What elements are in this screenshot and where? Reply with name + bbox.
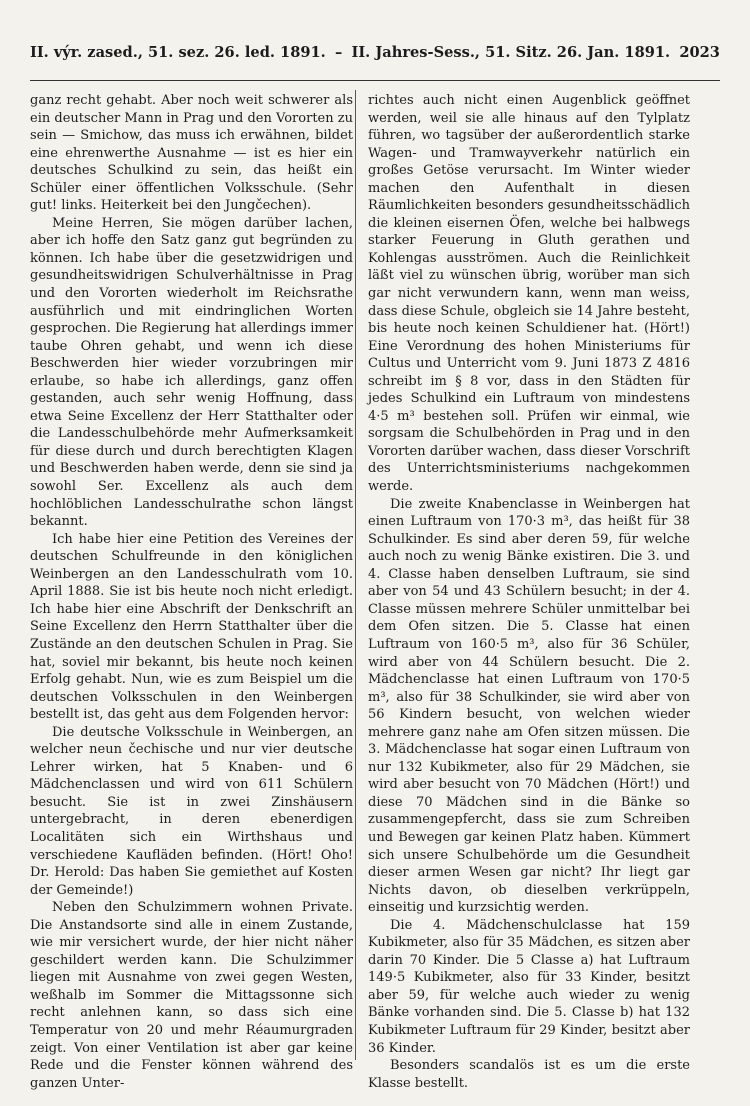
column-divider	[355, 90, 356, 1060]
paragraph: ganz recht gehabt. Aber noch weit schwerer als ein deutscher Mann in Prag und den Vororten zu sein — Smichow, das muss ich erwähnen, bildet eine ehrenwerthe Ausnahme — ist es hier ein deutsches Schulkind zu sein, das heißt ein Schüler einer öffentlichen Volksschule. (Sehr gut! links. Heiterkeit bei den Jungčechen).	[30, 93, 353, 214]
header-dash: –	[335, 44, 343, 61]
left-column	[30, 92, 353, 1092]
paragraph: Neben den Schulzimmern wohnen Private. Die Anstandsorte sind alle in einem Zustande, wie mir versichert wurde, der hier nicht näher geschildert werden kann. Die Schulzimmer liegen mit Ausnahme von zwei gegen Westen, weßhalb im Sommer die Mittagssonne sich recht anlehnen kann, so dass sich eine Temperatur von 20 und mehr Réaumurgraden zeigt. Von einer Ventilation ist aber gar keine Rede und die Fenster können während des ganzen Unter-	[30, 900, 353, 1091]
header-german: II. Jahres-Sess., 51. Sitz. 26. Jan. 1891.	[351, 44, 671, 61]
paragraph: Meine Herren, Sie mögen darüber lachen, aber ich hoffe den Satz ganz gut begründen zu können. Ich habe über die gesetzwidrigen und gesundheitswidrigen Schulverhältnisse in Prag und den Vororten wiederholt im Reichsrathe ausführlich und mit eindringlichen Worten gesprochen. Die Regierung hat allerdings immer taube Ohren gehabt, und wenn ich diese Beschwerden hier wieder vorzubringen mir erlaube, so habe ich allerdings, ganz offen gestanden, auch sehr wenig Hoffnung, dass etwa Seine Excellenz der Herr Statthalter oder die Landesschulbehörde mehr Aufmerksamkeit für diese durch und durch berechtigten Klagen und Beschwerden haben werde, denn sie sind ja sowohl Ser. Excellenz als auch dem hochlöblichen Landesschulrathe schon längst bekannt.	[30, 215, 353, 530]
paragraph: Die zweite Knabenclasse in Weinbergen hat einen Luftraum von 170·3 m³, das heißt für 38 Schulkinder. Es sind aber deren 59, für welche auch noch zu wenig Bänke existiren. Die 3. und 4. Classe haben denselben Luftraum, sie sind aber von 54 und 43 Schülern besucht; in der 4. Classe müssen mehrere Schüler unmittelbar bei dem Ofen sitzen. Die 5. Classe hat einen Luftraum von 160·5 m³, also für 36 Schüler, wird aber von 44 Schülern besucht. Die 2. Mädchenclasse hat einen Luftraum von 170·5 m³, also für 38 Schulkinder, sie wird aber von 56 Kindern besucht, von welchen wieder mehrere ganz nahe am Ofen sitzen müssen. Die 3. Mädchenclasse hat sogar einen Luftraum von nur 132 Kubikmeter, also für 29 Mädchen, sie wird aber besucht von 70 Mädchen (Hört!) und diese 70 Mädchen sind in die Bänke so zusammengepfercht, dass sie zum Schreiben und Bewegen gar keinen Platz haben. Kümmert sich unsere Schulbehörde um die Gesundheit dieser armen Wesen gar nicht? Ihr liegt gar Nichts davon, ob dieselben verkrüppeln, einseitig und kurzsichtig werden.	[368, 496, 690, 916]
header-czech: II. výr. zased., 51. sez. 26. led. 1891.	[30, 44, 326, 61]
paragraph: Die deutsche Volksschule in Weinbergen, an welcher neun čechische und nur vier deutsche Lehrer wirken, hat 5 Knaben- und 6 Mädchenclassen und wird von 611 Schülern besucht. Sie ist in zwei Zinshäusern untergebracht, in deren ebenerdigen Localitäten sich ein Wirthshaus und verschiedene Kaufläden befinden. (Hört! Oho! Dr. Herold: Das haben Sie gemiethet auf Kosten der Gemeinde!)	[30, 724, 353, 898]
paragraph: Ich habe hier eine Petition des Vereines der deutschen Schulfreunde in den königlichen Weinbergen an den Landesschulrath vom 10. April 1888. Sie ist bis heute noch nicht erledigt. Ich habe hier eine Abschrift der Denkschrift an Seine Excellenz den Herrn Statthalter über die Zustände an den deutschen Schulen in Prag. Sie hat, soviel mir bekannt, bis heute noch keinen Erfolg gehabt. Nun, wie es zum Beispiel um die deutschen Volksschulen in den Weinbergen bestellt ist, das geht aus dem Folgenden hervor:	[30, 531, 353, 723]
running-header	[30, 44, 720, 61]
right-column	[368, 92, 690, 1092]
paragraph: Besonders scandalös ist es um die erste Klasse bestellt.	[368, 1058, 690, 1091]
paragraph: richtes auch nicht einen Augenblick geöffnet werden, weil sie alle hinaus auf den Tylplatz führen, wo tagsüber der außerordentlich starke Wagen- und Tramwayverkehr natürlich ein großes Getöse verursacht. Im Winter wieder machen den Aufenthalt in diesen Räumlichkeiten besonders gesundheitsschädlich die kleinen eisernen Öfen, welche bei halbwegs starker Feuerung in Gluth gerathen und Kohlengas ausströmen. Auch die Reinlichkeit läßt viel zu wünschen übrig, worüber man sich gar nicht verwundern kann, wenn man weiss, dass diese Schule, obgleich sie 14 Jahre besteht, bis heute noch keinen Schuldiener hat. (Hört!) Eine Verordnung des hohen Ministeriums für Cultus und Unterricht vom 9. Juni 1873 Z 4816 schreibt im § 8 vor, dass in den Städten für jedes Schulkind ein Luftraum von mindestens 4·5 m³ bestehen soll. Prüfen wir einmal, wie sorgsam die Schulbehörden in Prag und in den Vororten darüber wachen, dass dieser Vorschrift des Unterrichtsministeriums nachgekommen werde.	[368, 93, 690, 495]
header-rule	[30, 80, 720, 81]
page-number: 2023	[679, 44, 720, 61]
paragraph: Die 4. Mädchenschulclasse hat 159 Kubikmeter, also für 35 Mädchen, es sitzen aber darin 70 Kinder. Die 5 Classe a) hat Luftraum 149·5 Kubikmeter, also für 33 Kinder, besitzt aber 59, für welche auch wieder zu wenig Bänke vorhanden sind. Die 5. Classe b) hat 132 Kubikmeter Luftraum für 29 Kinder, besitzt aber 36 Kinder.	[368, 917, 690, 1056]
